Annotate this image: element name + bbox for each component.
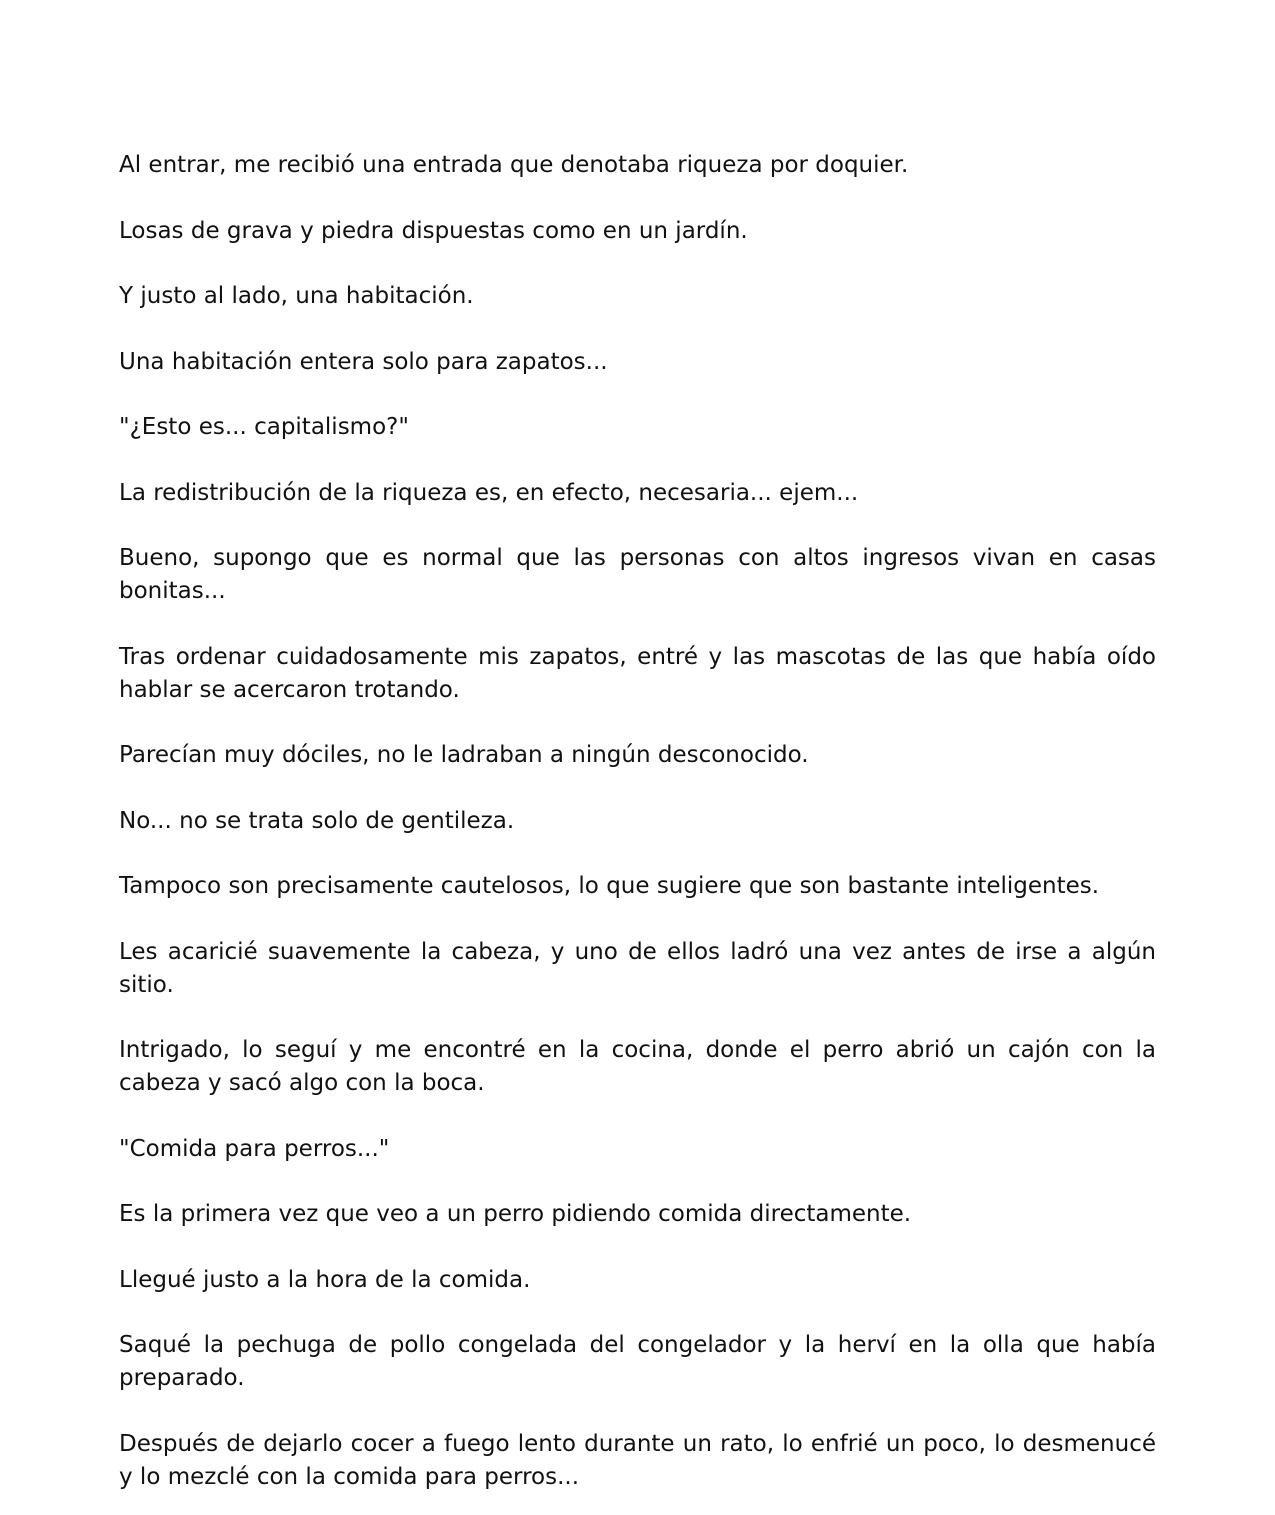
paragraph: Parecían muy dóciles, no le ladraban a ningún desconocido.: [119, 742, 809, 768]
paragraph: Y justo al lado, una habitación.: [119, 283, 474, 309]
paragraph: Después de dejarlo cocer a fuego lento durante un rato, lo enfrié un poco, lo desmenucé y lo mezclé con la comida para perros...: [119, 1430, 1156, 1490]
paragraph: "¿Esto es... capitalismo?": [119, 414, 409, 440]
document-page: [119, 149, 1156, 1494]
paragraph: Al entrar, me recibió una entrada que denotaba riqueza por doquier.: [119, 152, 909, 178]
paragraph: Una habitación entera solo para zapatos...: [119, 348, 608, 375]
paragraph: Bueno, supongo que es normal que las personas con altos ingresos vivan en casas bonitas...: [119, 545, 1156, 604]
paragraph: La redistribución de la riqueza es, en efecto, necesaria... ejem...: [119, 479, 859, 506]
paragraph: Les acaricié suavemente la cabeza, y uno de ellos ladró una vez antes de irse a algún sitio.: [119, 938, 1156, 998]
paragraph: Llegué justo a la hora de la comida.: [119, 1266, 531, 1293]
paragraph: Tras ordenar cuidadosamente mis zapatos, entré y las mascotas de las que había oído hablar se acercaron trotando.: [119, 643, 1156, 703]
paragraph: Losas de grava y piedra dispuestas como en un jardín.: [119, 217, 748, 244]
paragraph: Tampoco son precisamente cautelosos, lo que sugiere que son bastante inteligentes.: [119, 873, 1100, 899]
paragraph: Es la primera vez que veo a un perro pidiendo comida directamente.: [119, 1201, 912, 1227]
paragraph: No... no se trata solo de gentileza.: [119, 807, 515, 834]
paragraph: "Comida para perros...": [119, 1135, 390, 1162]
paragraph: Saqué la pechuga de pollo congelada del congelador y la herví en la olla que había preparado.: [119, 1332, 1156, 1391]
paragraph: Intrigado, lo seguí y me encontré en la cocina, donde el perro abrió un cajón con la cabeza y sacó algo con la boca.: [119, 1037, 1156, 1096]
